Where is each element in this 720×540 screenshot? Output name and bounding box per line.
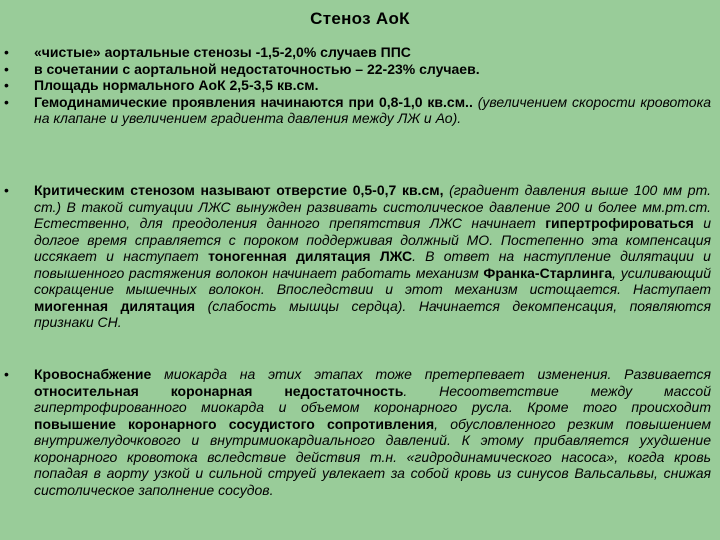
paragraph-text: Кровоснабжение миокарда на этих этапах тоже претерпевает изменения. Развивается относительная коронарная недостаточность. Несоответствие между массой гипертрофированного миокарда и объемом коронарного русла. Кроме того происходит повышение коронарного сосудистого сопротивления, обусловленного резким повышением внутрижелудочкового и внутримиокардиального давлений. К этому прибавляется ухудшение коронарного кровотока вследствие действия т.н. «гидродинамического насоса», когда кровь попадая в аорту узкой и сильной струей увлекает за собой кровь из синусов Вальсальвы, снижая систолическое заполнение сосудов.: [34, 366, 712, 498]
bullet-icon: •: [4, 182, 9, 198]
blood-supply-paragraph: [0, 366, 720, 498]
term-hypertrophy: гипертрофироваться: [545, 215, 694, 231]
bullet-icon: •: [4, 44, 9, 60]
term-coronary-insufficiency: относительная коронарная недостаточность: [34, 382, 404, 399]
list-item-text: в сочетании с аортальной недостаточностью – 22-23% случаев.: [34, 60, 480, 77]
critical-stenosis-definition: Критическим стенозом называют отверстие 0,5-0,7 кв.см,: [34, 182, 444, 198]
list-item-text: [34, 94, 711, 127]
term-myogenic-dilatation: миогенная дилятация: [34, 297, 196, 314]
bullet-list-intro: [0, 44, 720, 127]
critical-stenosis-paragraph: [0, 182, 720, 331]
term-blood-supply: Кровоснабжение: [34, 366, 152, 382]
term-coronary-resistance: повышение коронарного сосудистого сопротивления: [34, 415, 435, 432]
paragraph-text: Критическим стенозом называют отверстие 0,5-0,7 кв.см, (градиент давления выше 100 мм рт. ст.) В такой ситуации ЛЖС вынужден развивать систолическое давление 200 и более мм.рт.ст. Естественно, для преодоления данного препятствия ЛЖС начинает гипертрофироваться и долгое время справляется с пороком поддерживая должный МО. Постепенно эта компенсация иссякает и наступает тоногенная дилятация ЛЖС. В ответ на наступление дилятации и повышенного растяжения волокон начинает работать механизм Франка-Старлинга, усиливающий сокращение мышечных волокон. Впоследствии и этот механизм истощается. Наступает миогенная дилятация (слабость мышцы сердца). Начинается декомпенсация, появляются признаки СН.: [34, 182, 711, 330]
list-item: [0, 94, 720, 127]
list-item-text: «чистые» аортальные стенозы -1,5-2,0% случаев ППС: [34, 44, 411, 60]
term-tonogenic-dilatation: тоногенная дилятация ЛЖС: [208, 248, 413, 264]
list-item: [0, 44, 720, 61]
list-item: [0, 61, 720, 78]
list-item: [0, 77, 720, 94]
bullet-icon: •: [4, 77, 9, 93]
hemodynamic-threshold-text: Гемодинамические проявления начинаются при 0,8-1,0 кв.см..: [34, 93, 473, 110]
list-item-text: Площадь нормального АоК 2,5-3,5 кв.см.: [34, 77, 319, 93]
slide-title: Стеноз АоК: [310, 9, 410, 28]
bullet-icon: •: [4, 93, 9, 110]
bullet-icon: •: [4, 60, 9, 77]
bullet-icon: •: [4, 366, 9, 382]
hemodynamic-note-text: (увеличением скорости кровотока на клапане и увеличением градиента давления между ЛЖ и Ао).: [34, 93, 711, 126]
term-frank-starling: Франка-Старлинга: [483, 264, 613, 281]
